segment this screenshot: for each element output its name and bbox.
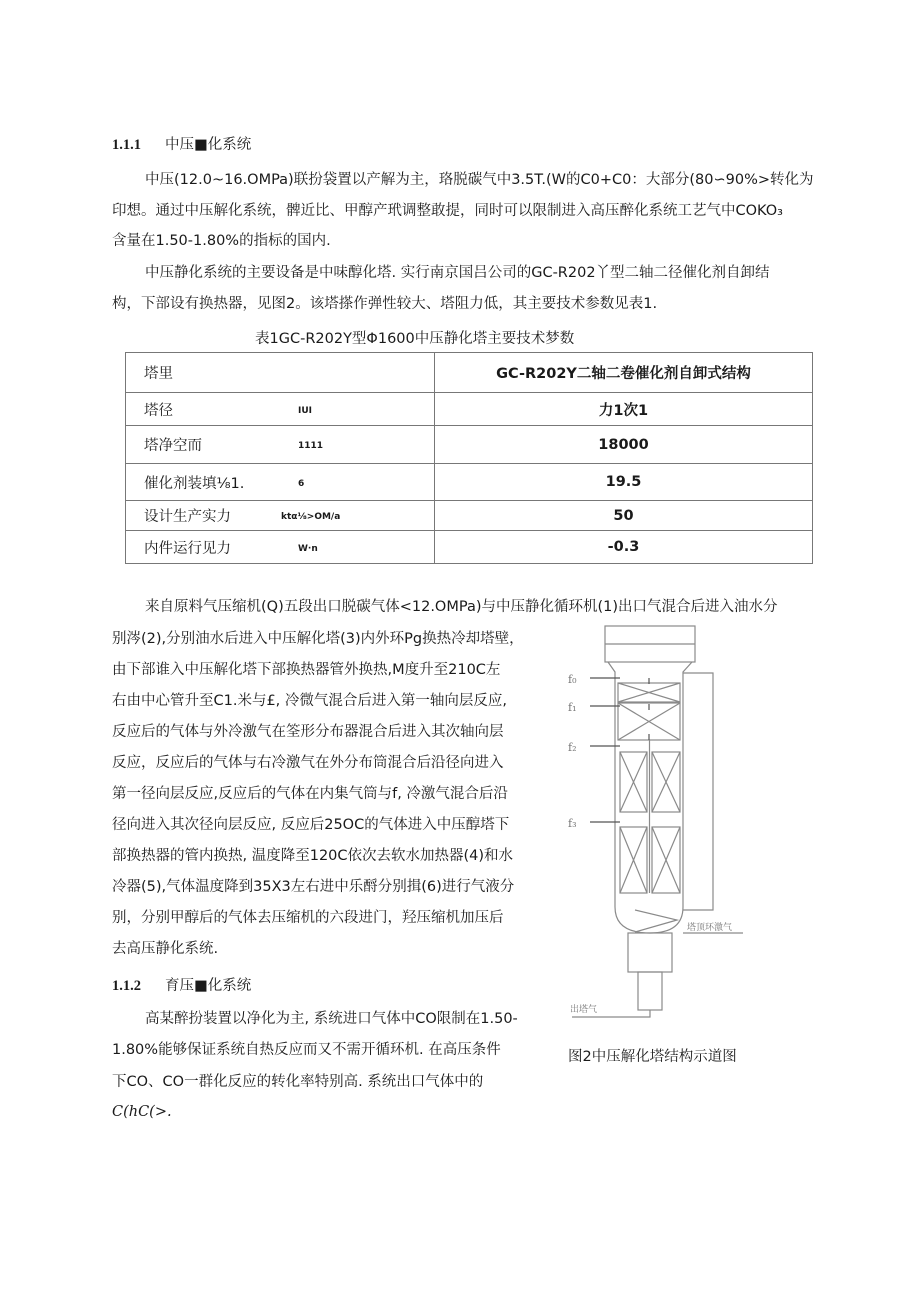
section-title: 育压■化系统	[165, 978, 252, 994]
param-name	[126, 531, 435, 564]
param-unit: 6	[298, 478, 305, 489]
paragraph-line: 中压(12.0~16.OMPa)联扮袋置以产解为主，珞脱碳气中3.5T.(W的C0+C0：大部分(80∽90%>转化为	[145, 172, 814, 188]
label-recycle-gas: 塔顶环激气	[687, 923, 733, 933]
recycle-loop	[683, 673, 713, 910]
table-row	[126, 464, 813, 501]
table-row	[126, 531, 813, 564]
paragraph-line: 下CO、CO一群化反应的转化率特别高. 系统出口气体中的	[112, 1074, 484, 1090]
param-name	[126, 426, 435, 464]
label-f3: f₃	[568, 817, 577, 830]
param-label: 塔径	[144, 402, 173, 419]
param-value: 50	[435, 501, 813, 531]
label-f1: f₁	[568, 701, 577, 714]
param-value: 19.5	[435, 464, 813, 501]
bottom-pipe	[628, 933, 672, 972]
paragraph-line: 构，下部设有换热器，见图2。该塔搽作弹性较大、塔阻力低，其主要技术参数见表1.	[112, 296, 658, 312]
param-unit: W·n	[298, 543, 318, 554]
section-number: 1.1.1	[112, 137, 141, 153]
parameter-table	[125, 352, 813, 564]
paragraph-line: 去高压静化系统.	[112, 941, 219, 957]
reactor-diagram	[550, 620, 820, 1040]
table-row	[126, 393, 813, 426]
section-title: 中压■化系统	[165, 137, 252, 153]
paragraph-line: 别，分别甲醇后的气体去压缩机的六段进门，羟压缩机加压后	[112, 910, 504, 926]
table-row	[126, 501, 813, 531]
paragraph-line: 中压静化系统的主要设备是中味醇化塔. 实行南京国吕公司的GC-R202丫型二轴二径催化剂自卸结	[145, 265, 770, 281]
paragraph-line: 来自原料气压缩机(Q)五段出口脱碳气体<12.OMPa)与中压静化循环机(1)出口气混合后进入油水分	[145, 599, 778, 615]
outlet-pipe	[638, 972, 662, 1010]
paragraph-line: 反应后的气体与外冷激气在筌形分布器混合后进入其次轴向层	[112, 724, 504, 740]
paragraph-line: 反应，反应后的气体与右冷激气在外分布筒混合后沿径向进入	[112, 755, 504, 771]
paragraph-line: 第一径向层反应,反应后的气体在内集气筒与f, 冷激气混合后沿	[112, 786, 508, 802]
radial-beds	[620, 740, 680, 893]
paragraph-line: 冷器(5),气体温度降到35X3左右进中乐酹分别揖(6)进行气液分	[112, 879, 515, 895]
paragraph-line: 含量在1.50-1.80%的指标的国内.	[112, 233, 331, 249]
paragraph-line: 1.80%能够保证系统自热反应而又不需开循环机. 在高压条件	[112, 1042, 501, 1058]
paragraph-line: 部换热器的管内换热, 温度降至120C依次去软水加热器(4)和水	[112, 848, 514, 864]
param-unit: 1111	[298, 441, 324, 451]
param-name: 塔里	[126, 353, 435, 393]
section-heading-1-1-2	[112, 976, 251, 996]
param-label: 催化剂装填⅛1.	[144, 475, 245, 492]
param-name	[126, 464, 435, 501]
param-value: 18000	[435, 426, 813, 464]
param-value: -0.3	[435, 531, 813, 564]
paragraph-line: 由下部谁入中压解化塔下部换热器管外换热,M度升至210C左	[112, 662, 501, 678]
param-name	[126, 501, 435, 531]
paragraph-line: C(hC(>.	[112, 1104, 172, 1120]
figure-caption: 图2中压解化塔结构示道图	[568, 1049, 737, 1065]
paragraph-line: 别涔(2),分别油水后进入中压解化塔(3)内外环Pg换热冷却塔壁，	[112, 631, 524, 647]
section-number: 1.1.2	[112, 978, 141, 994]
param-value: 力1次1	[435, 393, 813, 426]
param-unit: ktα⅛>OM/a	[281, 512, 341, 522]
param-label: 设计生产实力	[144, 509, 231, 525]
paragraph-line: 径向进入其次径向层反应, 反应后25OC的气体进入中压醇塔下	[112, 817, 510, 833]
param-label: 内件运行见力	[144, 540, 231, 557]
paragraph-line: 右由中心管升至C1.米与£, 冷微气混合后进入第一轴向层反应,	[112, 693, 508, 709]
paragraph-line: 印想。通过中压解化系统，髀近比、甲醇产玳调整敢提，同时可以限制进入高压醉化系统工艺气中COKO₃	[112, 203, 783, 219]
param-unit: IUI	[298, 405, 313, 416]
paragraph-line: 高某醉扮装置以净化为主, 系统进口气体中CO限制在1.50-	[145, 1011, 518, 1027]
table-caption: 表1GC-R202Y型Φ1600中压静化塔主要技术梦数	[255, 331, 575, 347]
table-row	[126, 426, 813, 464]
param-label: 塔净空而	[144, 438, 202, 454]
label-f2: f₂	[568, 741, 577, 754]
label-f0: f₀	[568, 673, 577, 686]
param-value: GC-R202Y二轴二卷催化剂自卸式结构	[435, 353, 813, 393]
section-heading-1-1-1	[112, 135, 251, 155]
table-row	[126, 353, 813, 393]
param-name	[126, 393, 435, 426]
label-outlet-gas: 出塔气	[570, 1005, 598, 1015]
